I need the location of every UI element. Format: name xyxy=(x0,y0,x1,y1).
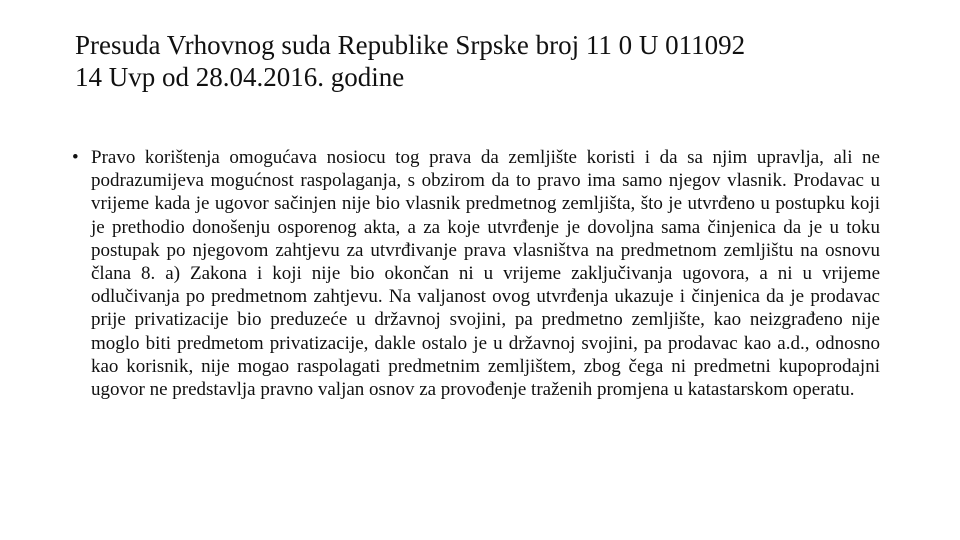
title-line-2: 14 Uvp od 28.04.2016. godine xyxy=(75,62,405,92)
title-line-1: Presuda Vrhovnog suda Republike Srpske broj 11 0 U 011092 xyxy=(75,30,746,60)
bullet-text: Pravo korištenja omogućava nosiocu tog prava da zemljište koristi i da sa njim upravlja, ali ne podrazumijeva mogućnost raspolaganja, s obzirom da to pravo ima samo njegov vlasnik. Prodavac u vrijeme kada je ugovor sačinjen nije bio vlasnik predmetnog zemljišta, što je utvrđeno u postupku koji je prethodio donošenju osporenog akta, a za koje utvrđenje je dovoljna sama činjenica da je u toku postupak po njegovom zahtjevu za utvrđivanje prava vlasništva na predmetnom zemljištu na osnovu člana 8. a) Zakona i koji nije bio okončan ni u vrijeme zaključivanja ugovora, a ni u vrijeme odlučivanja po predmetnom zahtjevu. Na valjanost ovog utvrđenja ukazuje i činjenica da je prodavac prije privatizacije bio preduzeće u državnoj svojini, pa predmetno zemljište, kao neizgrađeno nije moglo biti predmetom privatizacije, dakle ostalo je u državnoj svojini, pa prodavac kao a.d., odnosno kao korisnik, nije mogao raspolagati predmetnim zemljištem, zbog čega ni predmetni kupoprodajni ugovor ne predstavlja pravno valjan osnov za provođenje traženih promjena u katastarskom operatu. xyxy=(91,147,880,401)
bullet-item xyxy=(72,146,880,401)
bullet-list xyxy=(72,146,880,401)
bullet-marker: • xyxy=(72,147,79,168)
slide-title xyxy=(75,29,895,93)
